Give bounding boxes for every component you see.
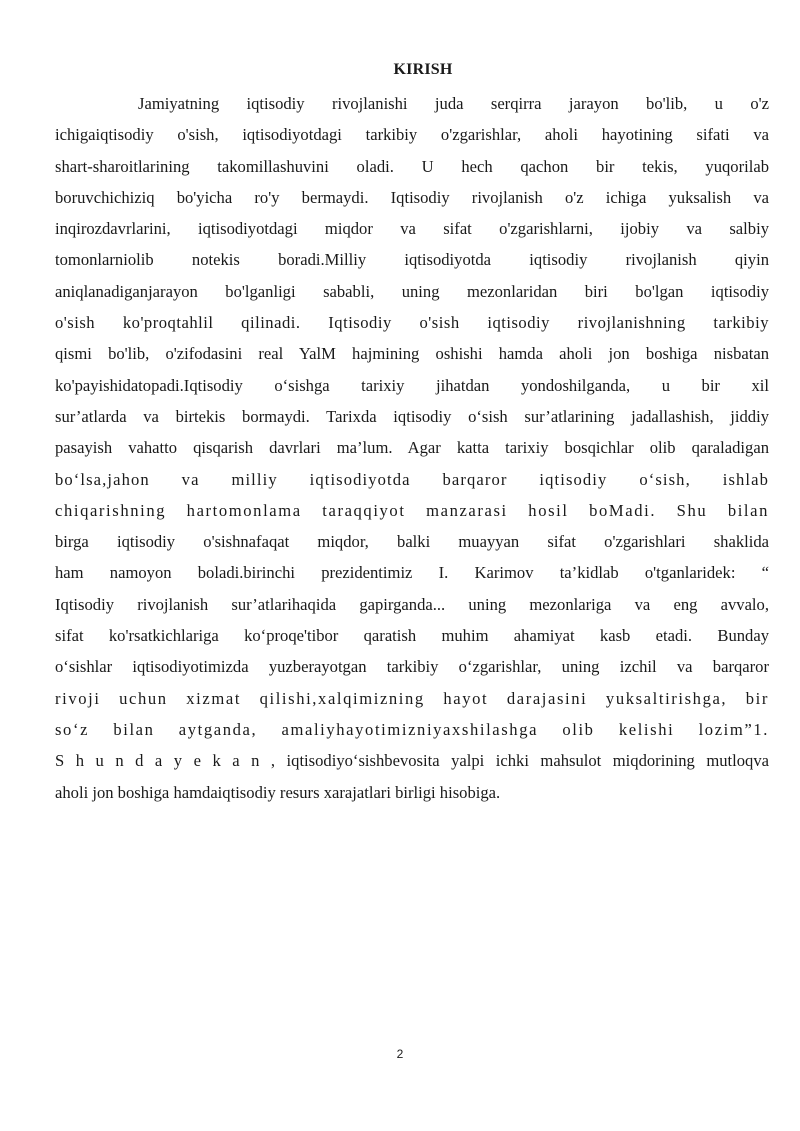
paragraph-line: aholi jon boshiga hamdaiqtisodiy resurs xarajatlari birligi hisobiga. xyxy=(55,782,501,802)
paragraph-line: o‘sishlar iqtisodiyotimizda yuzberayotgan tarkibiy o‘zgarishlar, uning izchil va barqaror xyxy=(55,657,769,677)
paragraph-line: inqirozdavrlarini, iqtisodiyotdagi miqdor va sifat o'zgarishlarni, ijobiy va salbiy xyxy=(55,219,769,239)
paragraph-line: birga iqtisodiy o'sishnafaqat miqdor, balki muayyan sifat o'zgarishlari shaklida xyxy=(55,532,769,552)
page-number: 2 xyxy=(396,1047,404,1061)
paragraph-line: o'sish ko'proqtahlil qilinadi. Iqtisodiy o'sish iqtisodiy rivojlanishning tarkibiy xyxy=(55,313,769,333)
paragraph-line: pasayish vahatto qisqarish davrlari ma’lum. Agar katta tarixiy bosqichlar olib qaraladigan xyxy=(55,438,769,458)
paragraph-line: bo‘lsa,jahon va milliy iqtisodiyotda barqaror iqtisodiy o‘sish, ishlab xyxy=(55,469,769,489)
paragraph-line: Jamiyatning iqtisodiy rivojlanishi juda serqirra jarayon bo'lib, u o'z xyxy=(138,94,769,113)
paragraph-line: tomonlarniolib notekis boradi.Milliy iqtisodiyotda iqtisodiy rivojlanish qiyin xyxy=(55,250,769,270)
paragraph-line: rivoji uchun xizmat qilishi,xalqimizning hayot darajasini yuksaltirishga, bir xyxy=(55,688,769,708)
paragraph-line: boruvchichiziq bo'yicha ro'y bermaydi. Iqtisodiy rivojlanish o'z ichiga yuksalish va xyxy=(55,187,769,207)
paragraph-line: sur’atlarda va birtekis bormaydi. Tarixda iqtisodiy o‘sish sur’atlarining jadallashish, jiddiy xyxy=(55,406,769,426)
paragraph-line: sifat ko'rsatkichlariga ko‘proqe'tibor qaratish muhim ahamiyat kasb etadi. Bunday xyxy=(55,626,769,646)
paragraph-line: ham namoyon boladi.birinchi prezidentimiz I. Karimov ta’kidlab o'tganlaridek: “ xyxy=(55,563,769,583)
paragraph-line: aniqlanadiganjarayon bo'lganligi sababli, uning mezonlaridan biri bo'lgan iqtisodiy xyxy=(55,281,769,301)
paragraph-line: qismi bo'lib, o'zifodasini real YalM hajmining oshishi hamda aholi jon boshiga nisbatan xyxy=(55,344,769,364)
paragraph-line: shart-sharoitlarining takomillashuvini oladi. U hech qachon bir tekis, yuqorilab xyxy=(55,156,769,176)
paragraph-line: so‘z bilan aytganda, amaliyhayotimizniyaxshilashga olib kelishi lozim”1. xyxy=(55,719,769,739)
paragraph-line: ko'payishidatopadi.Iqtisodiy o‘sishga tarixiy jihatdan yondoshilganda, u bir xil xyxy=(55,375,769,395)
section-title: KIRISH xyxy=(393,61,453,78)
paragraph-line: chiqarishning hartomonlama taraqqiyot manzarasi hosil boMadi. Shu bilan xyxy=(55,500,769,520)
paragraph-line: Iqtisodiy rivojlanish sur’atlarihaqida gapirganda... uning mezonlariga va eng avvalo, xyxy=(55,594,769,614)
body-paragraph xyxy=(55,88,769,808)
paragraph-line: ichigaiqtisodiy o'sish, iqtisodiyotdagi tarkibiy o'zgarishlar, aholi hayotining sifati va xyxy=(55,125,769,145)
paragraph-line: S h u n d a y e k a n , iqtisodiyo‘sishbevosita yalpi ichki mahsulot miqdorining mutloqva xyxy=(55,751,769,771)
